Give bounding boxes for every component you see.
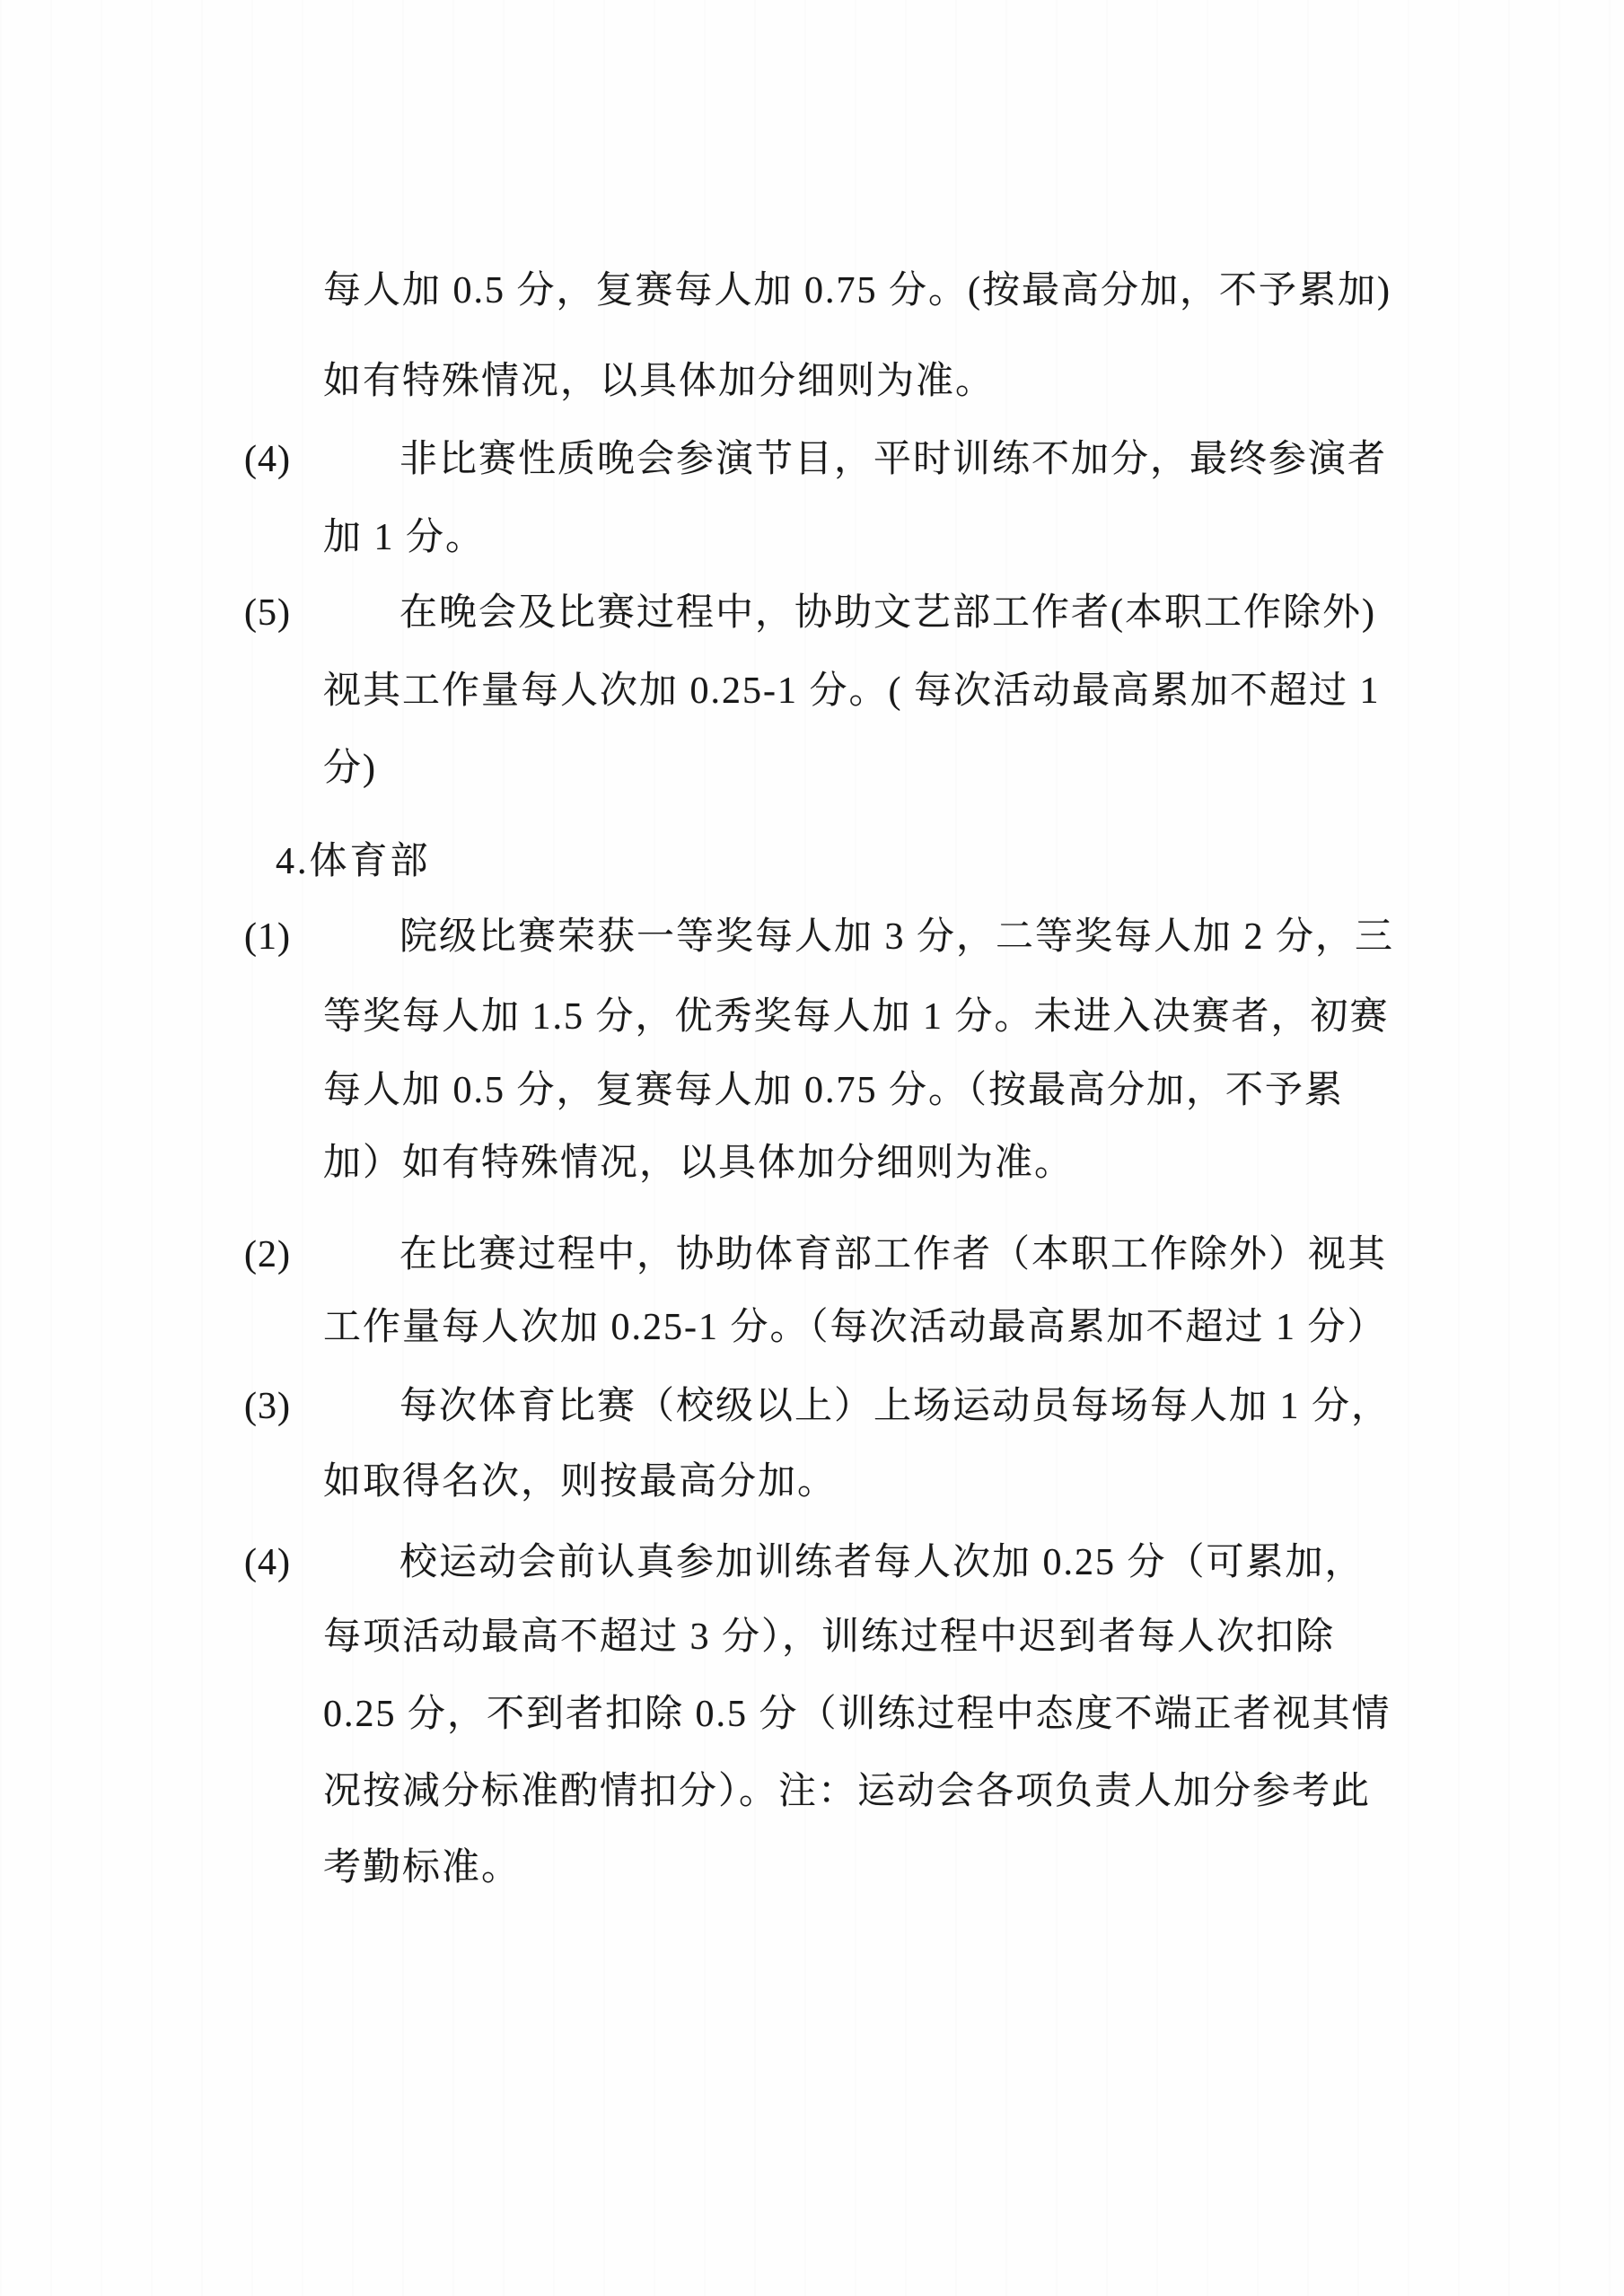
- text-line: 视其工作量每人次加 0.25-1 分。( 每次活动最高累加不超过 1: [323, 670, 1381, 712]
- text-line: 院级比赛荣获一等奖每人加 3 分，二等奖每人加 2 分，三: [399, 916, 1395, 958]
- text-line: 如取得名次，则按最高分加。: [323, 1461, 838, 1503]
- text-line: 校运动会前认真参加训练者每人次加 0.25 分（可累加，: [399, 1542, 1365, 1583]
- text-line: 工作量每人次加 0.25-1 分。（每次活动最高累加不超过 1 分）: [323, 1307, 1387, 1348]
- item-number: (1): [244, 916, 291, 958]
- item-number: (4): [244, 439, 291, 480]
- text-line: 在比赛过程中，协助体育部工作者（本职工作除外）视其: [399, 1234, 1388, 1275]
- item-number: (4): [244, 1542, 291, 1583]
- text-line: 等奖每人加 1.5 分，优秀奖每人加 1 分。未进入决赛者，初赛: [323, 996, 1390, 1038]
- text-line: 非比赛性质晚会参演节目，平时训练不加分，最终参演者: [399, 439, 1388, 480]
- text-line: 分): [323, 748, 377, 789]
- text-line: 在晚会及比赛过程中，协助文艺部工作者(本职工作除外): [399, 592, 1376, 634]
- text-line: 加 1 分。: [323, 517, 486, 558]
- text-line: 如有特殊情况，以具体加分细则为准。: [323, 361, 996, 402]
- item-number: (3): [244, 1386, 291, 1427]
- text-line: 0.25 分，不到者扣除 0.5 分（训练过程中态度不端正者视其情: [323, 1694, 1391, 1735]
- section-heading: 4.体育部: [276, 841, 431, 882]
- text-line: 考勤标准。: [323, 1847, 522, 1889]
- text-line: 加）如有特殊情况，以具体加分细则为准。: [323, 1143, 1075, 1184]
- item-number: (2): [244, 1234, 291, 1275]
- text-line: 每项活动最高不超过 3 分），训练过程中迟到者每人次扣除: [323, 1617, 1336, 1658]
- text-line: 每人加 0.5 分，复赛每人加 0.75 分。(按最高分加，不予累加): [323, 270, 1391, 311]
- text-line: 况按减分标准酌情扣分）。注：运动会各项负责人加分参考此: [323, 1771, 1372, 1812]
- item-number: (5): [244, 592, 291, 634]
- text-line: 每次体育比赛（校级以上）上场运动员每场每人加 1 分，: [399, 1386, 1391, 1427]
- text-line: 每人加 0.5 分，复赛每人加 0.75 分。（按最高分加，不予累: [323, 1070, 1345, 1111]
